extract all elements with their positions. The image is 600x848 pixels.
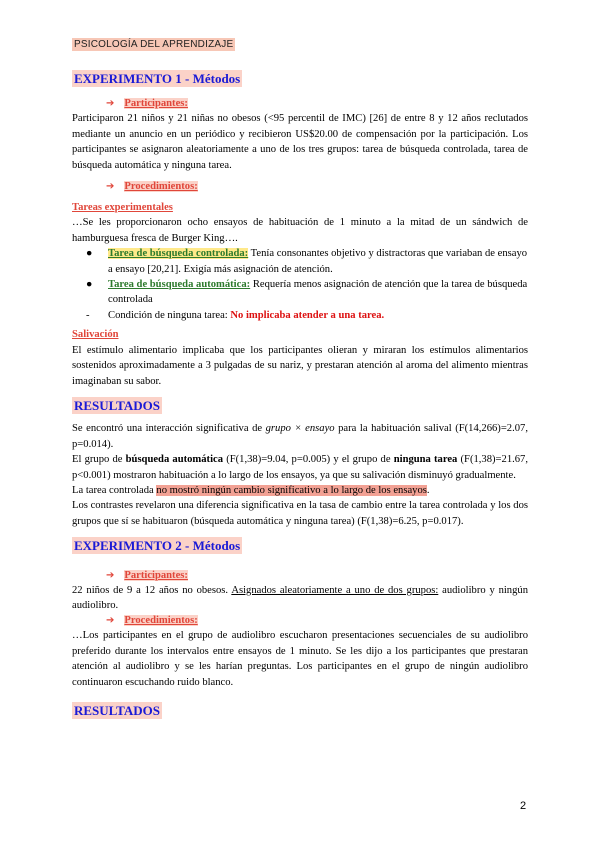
tasks-text: …Se les proporcionaron ocho ensayos de habituación de 1 minuto a la mitad de un sándwich de hamburguesa fresca de Burger King….	[72, 217, 528, 244]
controlled-search-label: Tarea de búsqueda controlada:	[108, 248, 249, 260]
exp1-participants-text: Participaron 21 niños y 21 niñas no obesos (<95 percentil de IMC) [26] de entre 8 y 12 años reclutados mediante un anuncio en un periódico y recibieron US$20.00 de compensación por la participación. Los participantes se asignaron aleatoriamente a uno de los tres grupos: tarea de búsqueda controlada, tarea de búsqueda automática y ninguna tarea.	[72, 113, 528, 171]
results1-paragraph-3: La tarea controlada no mostró ningún cambio significativo a lo largo de los ensayos.	[72, 484, 430, 496]
list-item	[72, 308, 528, 323]
running-header: PSICOLOGÍA DEL APRENDIZAJE	[74, 39, 234, 50]
arrow-right-icon: ➔	[106, 181, 115, 193]
exp1-procedures-heading: ➔ Procedimientos:	[106, 181, 198, 193]
tasks-list	[72, 246, 528, 323]
exp2-procedures-text: …Los participantes en el grupo de audiolibro escucharon presentaciones secuenciales de su audiolibro preferido durante los intervalos entre ensayos de 1 minuto. Se les dijo a los participantes que prestaran atención al audiolibro y se les harían preguntas. Los participantes en el grupo de ningún audiolibro continuaron escuchando ruido blanco.	[72, 630, 528, 688]
list-item	[72, 277, 528, 308]
results1-paragraph-1: Se encontró una interacción significativa de grupo × ensayo para la habituación salival (F(14,266)=2.07, p=0.014).	[72, 423, 528, 450]
no-task-text: Condición de ninguna tarea:	[108, 309, 228, 321]
page-content	[72, 70, 528, 720]
bullet-icon: ●	[86, 248, 93, 260]
exp2-participants-text: 22 niños de 9 a 12 años no obesos. Asignados aleatoriamente a uno de dos grupos: audiolibro y ningún audiolibro.	[72, 584, 528, 611]
exp1-title: EXPERIMENTO 1 - Métodos	[74, 71, 241, 86]
exp2-participants-heading: ➔ Participantes:	[106, 569, 188, 581]
exp1-participants-heading: ➔ Participantes:	[106, 98, 188, 110]
no-task-emphasis: No implicaba atender a una tarea.	[230, 309, 385, 321]
results1-title: RESULTADOS	[74, 397, 160, 413]
salivation-text: El estímulo alimentario implicaba que los participantes olieran y miraran los estímulos alimentarios sostenidos aproximadamente a 3 pulgadas de su nariz, y prestaran atención al aroma del alimento mientras imaginaban su sabor.	[72, 344, 528, 387]
list-item	[72, 246, 528, 277]
arrow-right-icon: ➔	[106, 615, 115, 627]
exp2-title: EXPERIMENTO 2 - Métodos	[74, 538, 241, 554]
results1-paragraph-4: Los contrastes revelaron una diferencia significativa en la tasa de cambio entre la tarea controlada y los dos grupos que sí se habituaron (búsqueda automática y ninguna tarea) (F(1,38)=6.25, p=0.017).	[72, 500, 528, 527]
tasks-subheading: Tareas experimentales	[72, 202, 173, 214]
exp2-procedures-heading: ➔ Procedimientos:	[106, 615, 198, 627]
page-number: 2	[520, 800, 527, 812]
controlled-search-text: Tenía consonantes objetivo y distractoras que variaban de ensayo a ensayo [20,21]. Exigía más asignación de atención.	[108, 248, 528, 275]
arrow-right-icon: ➔	[106, 98, 115, 110]
arrow-right-icon: ➔	[106, 569, 115, 581]
automatic-search-label: Tarea de búsqueda automática:	[108, 279, 251, 291]
salivation-subheading: Salivación	[72, 329, 119, 341]
dash-icon: -	[86, 309, 90, 321]
bullet-icon: ●	[86, 279, 93, 291]
automatic-search-text: Requería menos asignación de atención que la tarea de búsqueda controlada	[108, 279, 528, 306]
results2-title: RESULTADOS	[74, 703, 160, 718]
results1-paragraph-2: El grupo de búsqueda automática (F(1,38)=9.04, p=0.005) y el grupo de ninguna tarea (F(1,38)=21.67, p<0.001) mostraron habituación a lo largo de los ensayos, ya que su salivación disminuyó gradualmente.	[72, 454, 529, 481]
